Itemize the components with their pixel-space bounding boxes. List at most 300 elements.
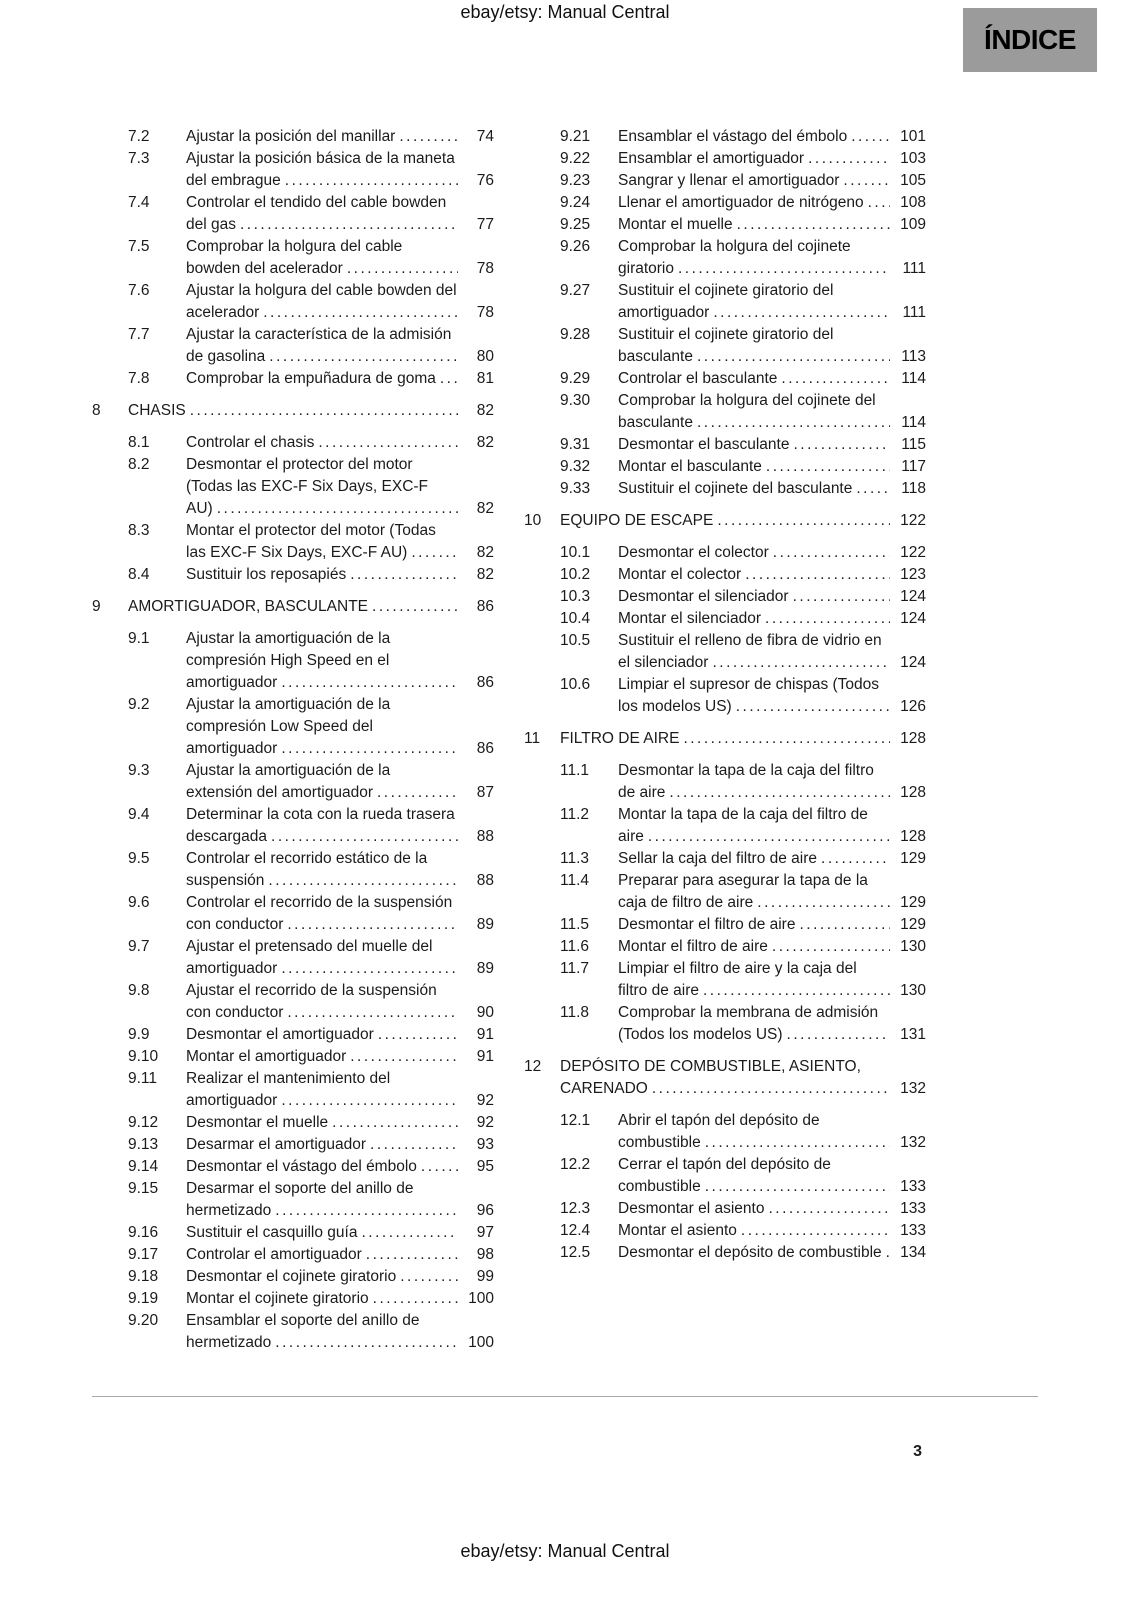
entry-page: 132: [900, 1080, 926, 1097]
entry-title-line: [186, 192, 458, 236]
entry-number: 9.5: [128, 850, 150, 867]
dot-leader: [783, 1024, 890, 1046]
dot-leader: [277, 672, 458, 694]
entry-page: 86: [476, 740, 494, 757]
entry-title-line: [186, 1310, 458, 1354]
entry-title-line: [186, 980, 458, 1024]
entry-number: 10.4: [560, 610, 591, 627]
entry-number: 11.8: [560, 1004, 590, 1021]
entry-title-line: [618, 674, 890, 718]
index-badge-label: ÍNDICE: [984, 24, 1076, 55]
entry-title-line: [618, 324, 890, 368]
entry-title-line: [186, 1266, 458, 1288]
dot-leader: [271, 1200, 458, 1222]
entry-title-line: [618, 478, 890, 500]
entry-page: 123: [900, 566, 926, 583]
dot-leader: [186, 400, 458, 422]
entry-page: 76: [476, 172, 494, 189]
dot-leader: [328, 1112, 458, 1134]
entry-title-line: [186, 848, 458, 892]
dot-leader: [281, 170, 458, 192]
entry-title: Ajustar la posición básica de la maneta del embrague: [186, 150, 455, 189]
entry-page: 82: [476, 434, 494, 451]
entry-page: 100: [468, 1290, 494, 1307]
entry-page: 132: [900, 1134, 926, 1151]
dot-leader: [357, 1222, 458, 1244]
toc-entry: [524, 1002, 926, 1046]
entry-number: 9.29: [560, 370, 591, 387]
dot-leader: [733, 214, 890, 236]
entry-page: 98: [476, 1246, 494, 1263]
toc-entry: [524, 214, 926, 236]
dot-leader: [283, 914, 458, 936]
entry-title: Ajustar el recorrido de la suspensión con conductor: [186, 982, 437, 1021]
entry-number: 9.12: [128, 1114, 159, 1131]
entry-title-line: [186, 1288, 458, 1310]
entry-title-line: [618, 542, 890, 564]
entry-title: Ajustar el pretensado del muelle del amortiguador: [186, 938, 433, 977]
toc-entry: [92, 454, 494, 520]
entry-title-line: [186, 1024, 458, 1046]
entry-title: EQUIPO DE ESCAPE: [560, 512, 714, 529]
entry-title: Montar el basculante: [618, 458, 762, 475]
entry-page: 96: [476, 1202, 494, 1219]
entry-title-line: [186, 520, 458, 564]
toc-entry: [92, 760, 494, 804]
entry-number: 11.1: [560, 762, 590, 779]
entry-title: Desmontar la tapa de la caja del filtro de aire: [618, 762, 874, 801]
dot-leader: [417, 1156, 458, 1178]
entry-title-line: [618, 914, 890, 936]
entry-page: 80: [476, 348, 494, 365]
toc-entry: [524, 958, 926, 1002]
entry-number: 9.19: [128, 1290, 159, 1307]
entry-page: 82: [476, 566, 494, 583]
dot-leader: [789, 434, 890, 456]
entry-number: 9.20: [128, 1312, 159, 1329]
entry-title: Desmontar el silenciador: [618, 588, 789, 605]
entry-title: Montar el muelle: [618, 216, 733, 233]
entry-title-line: [618, 936, 890, 958]
dot-leader: [265, 346, 458, 368]
entry-number: 9.25: [560, 216, 591, 233]
toc-entry: [524, 126, 926, 148]
entry-title-line: [186, 148, 458, 192]
toc-entry: [92, 192, 494, 236]
entry-title: Montar el filtro de aire: [618, 938, 768, 955]
entry-title-line: [186, 1134, 458, 1156]
dot-leader: [839, 170, 890, 192]
entry-title-line: [186, 564, 458, 586]
entry-page: 92: [476, 1092, 494, 1109]
entry-page: 90: [476, 1004, 494, 1021]
toc-entry: [524, 390, 926, 434]
entry-number: 9.6: [128, 894, 150, 911]
entry-page: 101: [900, 128, 926, 145]
entry-number: 7.3: [128, 150, 150, 167]
entry-page: 124: [900, 588, 926, 605]
entry-page: 126: [900, 698, 926, 715]
entry-title-line: [186, 1222, 458, 1244]
entry-title-line: [186, 1068, 458, 1112]
entry-title-line: [618, 848, 890, 870]
toc-entry: [92, 628, 494, 694]
entry-title-line: [618, 760, 890, 804]
entry-page: 91: [476, 1026, 494, 1043]
toc-entry: [92, 1046, 494, 1068]
toc-entry: [524, 434, 926, 456]
dot-leader: [374, 1024, 458, 1046]
dot-leader: [346, 564, 458, 586]
toc-entry: [524, 1154, 926, 1198]
entry-title: Desmontar el protector del motor (Todas las EXC-F Six Days, EXC-F AU): [186, 456, 429, 517]
dot-leader: [701, 1132, 890, 1154]
toc-entry: [524, 804, 926, 848]
entry-title: Sustituir el cojinete giratorio del basculante: [618, 326, 834, 365]
entry-title: Desmontar el colector: [618, 544, 769, 561]
entry-title: Ensamblar el amortiguador: [618, 150, 805, 167]
entry-number: 9.1: [128, 630, 150, 647]
entry-number: 9.11: [128, 1070, 158, 1087]
toc-entry: [524, 510, 926, 532]
entry-page: 78: [476, 304, 494, 321]
entry-page: 82: [476, 500, 494, 517]
entry-page: 129: [900, 850, 926, 867]
entry-number: 10.1: [560, 544, 591, 561]
entry-number: 9.4: [128, 806, 150, 823]
toc-entry: [92, 1134, 494, 1156]
toc-entry: [524, 148, 926, 170]
entry-page: 86: [476, 598, 494, 615]
entry-title-line: [186, 432, 458, 454]
toc-entry: [92, 368, 494, 390]
dot-leader: [346, 1046, 458, 1068]
entry-page: 88: [476, 828, 494, 845]
toc-entry: [92, 324, 494, 368]
toc-entry: [92, 564, 494, 586]
entry-title: Comprobar la membrana de admisión (Todos los modelos US): [618, 1004, 879, 1043]
entry-title: Montar el cojinete giratorio: [186, 1290, 369, 1307]
dot-leader: [701, 1176, 890, 1198]
entry-title: Montar el colector: [618, 566, 742, 583]
toc-entry: [92, 126, 494, 148]
toc-entry: [524, 630, 926, 674]
entry-page: 114: [901, 370, 926, 387]
toc-entry: [92, 520, 494, 564]
toc-entry: [92, 804, 494, 848]
entry-number: 10.5: [560, 632, 591, 649]
entry-title-line: [618, 434, 890, 456]
entry-title: Desmontar el asiento: [618, 1200, 765, 1217]
dot-leader: [648, 1078, 890, 1100]
entry-number: 9.22: [560, 150, 591, 167]
entry-title: Montar el silenciador: [618, 610, 762, 627]
entry-title-line: [128, 596, 458, 618]
entry-title-line: [560, 728, 890, 750]
toc-entry: [92, 400, 494, 422]
entry-title-line: [618, 192, 890, 214]
entry-title: Sustituir el casquillo guía: [186, 1224, 358, 1241]
dot-leader: [713, 510, 890, 532]
entry-title: Desmontar el depósito de combustible: [618, 1244, 882, 1261]
entry-title-line: [618, 564, 890, 586]
entry-number: 9: [92, 598, 101, 615]
entry-number: 10.6: [560, 676, 591, 693]
entry-number: 9.23: [560, 172, 591, 189]
dot-leader: [271, 1332, 458, 1354]
entry-number: 9.27: [560, 282, 591, 299]
toc-entry: [524, 1198, 926, 1220]
entry-title-line: [186, 126, 458, 148]
toc-entry: [92, 1068, 494, 1112]
toc-entry: [92, 1178, 494, 1222]
entry-page: 100: [468, 1334, 494, 1351]
entry-title-line: [186, 694, 458, 760]
toc-entry: [524, 1110, 926, 1154]
entry-page: 124: [900, 610, 926, 627]
toc-entry: [524, 456, 926, 478]
entry-number: 8.4: [128, 566, 150, 583]
entry-title-line: [186, 454, 458, 520]
toc-entry: [92, 280, 494, 324]
entry-title-line: [618, 1154, 890, 1198]
entry-page: 89: [476, 916, 494, 933]
entry-title-line: [186, 368, 458, 390]
toc-entry: [524, 478, 926, 500]
entry-title: Sustituir el relleno de fibra de vidrio en el silenciador: [618, 632, 882, 671]
entry-page: 131: [900, 1026, 926, 1043]
footer-divider: [92, 1396, 1038, 1397]
entry-title-line: [618, 630, 890, 674]
entry-title: Desmontar el vástago del émbolo: [186, 1158, 417, 1175]
entry-page: 129: [900, 916, 926, 933]
dot-leader: [264, 870, 458, 892]
entry-title: CHASIS: [128, 402, 186, 419]
entry-title-line: [186, 1156, 458, 1178]
entry-page: 130: [900, 982, 926, 999]
entry-title-line: [186, 1112, 458, 1134]
entry-number: 9.24: [560, 194, 591, 211]
dot-leader: [369, 1288, 458, 1310]
entry-title-line: [128, 400, 458, 422]
entry-title: Abrir el tapón del depósito de combustible: [618, 1112, 820, 1151]
entry-page: 74: [476, 128, 494, 145]
dot-leader: [699, 980, 890, 1002]
entry-title: Llenar el amortiguador de nitrógeno: [618, 194, 864, 211]
entry-page: 87: [476, 784, 494, 801]
entry-number: 7.8: [128, 370, 150, 387]
entry-title: Sangrar y llenar el amortiguador: [618, 172, 840, 189]
entry-page: 113: [901, 348, 926, 365]
dot-leader: [708, 652, 890, 674]
dot-leader: [436, 368, 458, 390]
entry-title: Desarmar el amortiguador: [186, 1136, 367, 1153]
entry-number: 12.3: [560, 1200, 591, 1217]
entry-number: 11.4: [560, 872, 590, 889]
dot-leader: [732, 696, 890, 718]
entry-title: Ajustar la amortiguación de la extensión del amortiguador: [186, 762, 391, 801]
toc-entry: [92, 936, 494, 980]
entry-title: Controlar el basculante: [618, 370, 778, 387]
entry-title: Ensamblar el vástago del émbolo: [618, 128, 848, 145]
toc-entry: [92, 1288, 494, 1310]
entry-title: Ajustar la amortiguación de la compresión High Speed en el amortiguador: [186, 630, 391, 691]
toc-entry: [524, 1220, 926, 1242]
dot-leader: [777, 368, 890, 390]
dot-leader: [259, 302, 458, 324]
toc-entry: [92, 980, 494, 1024]
dot-leader: [368, 596, 458, 618]
toc-entry: [524, 280, 926, 324]
entry-number: 9.30: [560, 392, 591, 409]
entry-title: Sustituir los reposapiés: [186, 566, 347, 583]
toc-entry: [92, 892, 494, 936]
entry-page: 128: [900, 828, 926, 845]
entry-title: Sellar la caja del filtro de aire: [618, 850, 818, 867]
entry-title-line: [618, 608, 890, 630]
toc: [92, 126, 926, 1354]
entry-page: 133: [900, 1200, 926, 1217]
dot-leader: [709, 302, 890, 324]
entry-title: Sustituir el cojinete giratorio del amortiguador: [618, 282, 834, 321]
entry-title: Controlar el amortiguador: [186, 1246, 362, 1263]
entry-title: Desarmar el soporte del anillo de hermetizado: [186, 1180, 414, 1219]
entry-title: Controlar el recorrido de la suspensión con conductor: [186, 894, 453, 933]
entry-number: 9.33: [560, 480, 591, 497]
entry-number: 9.3: [128, 762, 150, 779]
entry-page: 81: [476, 370, 494, 387]
entry-title-line: [186, 1178, 458, 1222]
entry-number: 9.2: [128, 696, 150, 713]
entry-title-line: [618, 870, 890, 914]
entry-title-line: [186, 324, 458, 368]
entry-number: 9.32: [560, 458, 591, 475]
toc-entry: [92, 1222, 494, 1244]
dot-leader: [236, 214, 458, 236]
entry-page: 82: [476, 402, 494, 419]
dot-leader: [847, 126, 890, 148]
entry-title-line: [560, 1056, 890, 1100]
entry-page: 97: [476, 1224, 494, 1241]
dot-leader: [769, 542, 890, 564]
dot-leader: [882, 1242, 890, 1264]
dot-leader: [762, 456, 890, 478]
toc-entry: [524, 760, 926, 804]
entry-page: 86: [476, 674, 494, 691]
entry-number: 12.5: [560, 1244, 591, 1261]
entry-title: Montar el protector del motor (Todas las EXC-F Six Days, EXC-F AU): [186, 522, 436, 561]
entry-title: Montar el amortiguador: [186, 1048, 347, 1065]
toc-column-left: [92, 126, 494, 1354]
toc-entry: [92, 1266, 494, 1288]
entry-title-line: [186, 804, 458, 848]
entry-title-line: [618, 368, 890, 390]
entry-page: 105: [900, 172, 926, 189]
dot-leader: [753, 892, 890, 914]
entry-number: 9.9: [128, 1026, 150, 1043]
entry-title: Montar el asiento: [618, 1222, 737, 1239]
entry-page: 122: [900, 544, 926, 561]
entry-page: 114: [901, 414, 926, 431]
entry-page: 129: [900, 894, 926, 911]
entry-page: 111: [902, 260, 926, 277]
toc-entry: [92, 1024, 494, 1046]
entry-number: 9.31: [560, 436, 591, 453]
entry-title: Preparar para asegurar la tapa de la caja de filtro de aire: [618, 872, 868, 911]
entry-title-line: [618, 1198, 890, 1220]
entry-title: Realizar el mantenimiento del amortiguador: [186, 1070, 391, 1109]
entry-page: 89: [476, 960, 494, 977]
entry-number: 9.17: [128, 1246, 159, 1263]
entry-number: 7.6: [128, 282, 150, 299]
entry-title: Desmontar el amortiguador: [186, 1026, 374, 1043]
toc-entry: [524, 936, 926, 958]
page-number: 3: [913, 1443, 922, 1460]
entry-title-line: [618, 170, 890, 192]
entry-number: 9.18: [128, 1268, 159, 1285]
entry-page: 103: [900, 150, 926, 167]
dot-leader: [213, 498, 458, 520]
toc-entry: [92, 148, 494, 192]
entry-page: 130: [900, 938, 926, 955]
entry-page: 109: [900, 216, 926, 233]
toc-entry: [524, 674, 926, 718]
dot-leader: [277, 738, 458, 760]
dot-leader: [362, 1244, 458, 1266]
dot-leader: [864, 192, 890, 214]
entry-number: 9.13: [128, 1136, 159, 1153]
entry-number: 12.4: [560, 1222, 591, 1239]
entry-number: 8: [92, 402, 101, 419]
dot-leader: [741, 564, 890, 586]
dot-leader: [395, 126, 458, 148]
entry-title: Limpiar el supresor de chispas (Todos los modelos US): [618, 676, 880, 715]
entry-number: 9.10: [128, 1048, 159, 1065]
dot-leader: [407, 542, 458, 564]
entry-number: 9.16: [128, 1224, 159, 1241]
dot-leader: [804, 148, 890, 170]
toc-entry: [524, 324, 926, 368]
toc-entry: [524, 1242, 926, 1264]
entry-title: Controlar el tendido del cable bowden del gas: [186, 194, 447, 233]
entry-page: 82: [476, 544, 494, 561]
entry-title: FILTRO DE AIRE: [560, 730, 680, 747]
entry-title-line: [186, 1046, 458, 1068]
entry-title-line: [618, 1242, 890, 1264]
entry-title-line: [186, 760, 458, 804]
toc-entry: [524, 542, 926, 564]
toc-entry: [524, 1056, 926, 1100]
entry-title: Ajustar la amortiguación de la compresión Low Speed del amortiguador: [186, 696, 391, 757]
dot-leader: [817, 848, 890, 870]
dot-leader: [768, 936, 890, 958]
toc-entry: [524, 236, 926, 280]
entry-page: 99: [476, 1268, 494, 1285]
dot-leader: [644, 826, 890, 848]
entry-page: 78: [476, 260, 494, 277]
dot-leader: [396, 1266, 458, 1288]
entry-number: 7.7: [128, 326, 150, 343]
toc-entry: [92, 694, 494, 760]
dot-leader: [277, 1090, 458, 1112]
entry-page: 93: [476, 1136, 494, 1153]
toc-entry: [92, 432, 494, 454]
entry-page: 128: [900, 784, 926, 801]
entry-page: 92: [476, 1114, 494, 1131]
entry-title: Comprobar la holgura del cojinete giratorio: [618, 238, 851, 277]
entry-number: 11.2: [560, 806, 590, 823]
toc-entry: [524, 564, 926, 586]
